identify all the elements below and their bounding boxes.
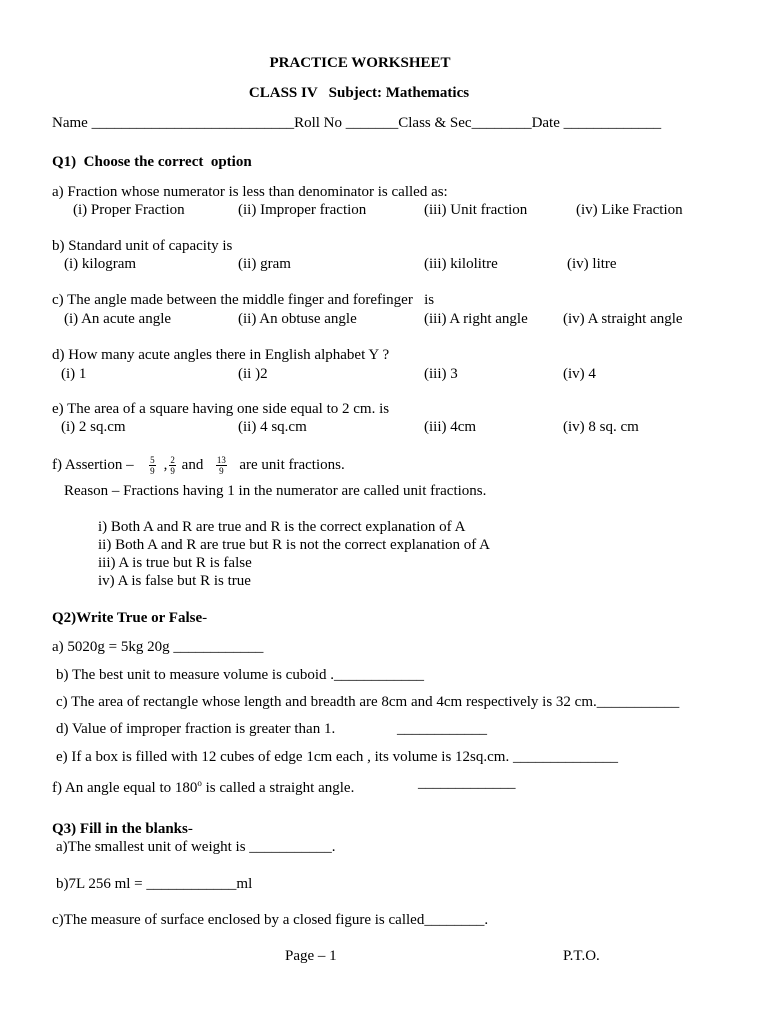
- q3c-statement: c)The measure of surface enclosed by a closed figure is called________.: [52, 912, 489, 928]
- q1f-choice-1: i) Both A and R are true and R is the correct explanation of A: [98, 519, 466, 535]
- q3-heading-dash: -: [187, 821, 193, 837]
- q1b-option-3: (iii) kilolitre: [424, 256, 498, 272]
- q2-heading-text: Q2)Write True or False: [52, 610, 203, 626]
- q3b-statement: b)7L 256 ml = ____________ml: [56, 876, 253, 892]
- q1d-option-4: (iv) 4: [563, 366, 596, 382]
- fraction-separator: ,: [163, 456, 168, 473]
- q2f-answer-blank[interactable]: _____________: [418, 775, 516, 791]
- q1a-question: a) Fraction whose numerator is less than denominator is called as:: [52, 184, 448, 200]
- q1c-option-2: (ii) An obtuse angle: [238, 311, 357, 327]
- q1f-assertion: [52, 455, 345, 476]
- q2f-statement: [52, 774, 354, 797]
- q1f-choice-2: ii) Both A and R are true but R is not the correct explanation of A: [98, 537, 490, 553]
- class-subject-line: CLASS IV Subject: Mathematics: [248, 85, 470, 101]
- fraction-5-9: [149, 455, 156, 476]
- q1a-option-3: (iii) Unit fraction: [424, 202, 528, 218]
- q1b-option-1: (i) kilogram: [64, 256, 137, 272]
- q2b-statement: b) The best unit to measure volume is cuboid .____________: [56, 667, 425, 683]
- student-info-line: Name ___________________________Roll No _______Class & Sec________Date _____________: [52, 115, 662, 131]
- q1d-option-1: (i) 1: [61, 366, 87, 382]
- q1d-option-3: (iii) 3: [424, 366, 458, 382]
- degree-symbol: o: [197, 778, 202, 788]
- q1a-option-2: (ii) Improper fraction: [238, 202, 367, 218]
- and-word: and: [181, 456, 204, 473]
- q1e-option-3: (iii) 4cm: [424, 419, 477, 435]
- q1b-question: b) Standard unit of capacity is: [52, 238, 233, 254]
- q2c-statement: c) The area of rectangle whose length and breadth are 8cm and 4cm respectively is 32 cm.___________: [56, 694, 680, 710]
- page-number: Page – 1: [285, 948, 337, 964]
- q3a-statement: a)The smallest unit of weight is ___________.: [56, 839, 336, 855]
- q3-heading-text: Q3) Fill in the blanks: [52, 821, 188, 837]
- q2e-statement: e) If a box is filled with 12 cubes of edge 1cm each , its volume is 12sq.cm. ______________: [56, 749, 618, 765]
- q1a-option-4: (iv) Like Fraction: [576, 202, 683, 218]
- q1f-choice-4: iv) A is false but R is true: [98, 573, 251, 589]
- q1f-assertion-prefix: f) Assertion –: [52, 456, 134, 473]
- fraction-denominator: 9: [170, 466, 175, 476]
- q3-heading: [52, 820, 193, 838]
- q1e-question: e) The area of a square having one side equal to 2 cm. is: [52, 401, 390, 417]
- q1f-choice-3: iii) A is true but R is false: [98, 555, 252, 571]
- q2-heading-dash: -: [202, 610, 208, 626]
- q1e-option-4: (iv) 8 sq. cm: [563, 419, 639, 435]
- q1c-option-3: (iii) A right angle: [424, 311, 528, 327]
- fraction-denominator: 9: [150, 466, 155, 476]
- q2f-text-end: is called a straight angle.: [201, 780, 355, 796]
- q1c-option-4: (iv) A straight angle: [563, 311, 683, 327]
- q1c-question: c) The angle made between the middle finger and forefinger is: [52, 292, 435, 308]
- q1-heading: Q1) Choose the correct option: [52, 154, 252, 170]
- worksheet-title: PRACTICE WORKSHEET: [269, 55, 451, 71]
- q1e-option-2: (ii) 4 sq.cm: [238, 419, 307, 435]
- q1e-option-1: (i) 2 sq.cm: [61, 419, 126, 435]
- q1c-option-1: (i) An acute angle: [64, 311, 172, 327]
- fraction-numerator: 13: [216, 455, 226, 465]
- fraction-2-9: [169, 455, 176, 476]
- q2f-text-start: f) An angle equal to 180: [52, 780, 198, 796]
- fraction-numerator: 5: [150, 455, 155, 465]
- q2d-statement: d) Value of improper fraction is greater than 1.: [56, 721, 336, 737]
- fraction-13-9: [216, 455, 227, 476]
- fraction-denominator: 9: [219, 466, 224, 476]
- q1d-question: d) How many acute angles there in English alphabet Y ?: [52, 347, 390, 363]
- q1a-option-1: (i) Proper Fraction: [73, 202, 185, 218]
- q1f-reason: Reason – Fractions having 1 in the numerator are called unit fractions.: [64, 483, 487, 499]
- q1b-option-4: (iv) litre: [567, 256, 617, 272]
- q1d-option-2: (ii )2: [238, 366, 268, 382]
- q2-heading: [52, 609, 207, 627]
- q1f-assertion-suffix: are unit fractions.: [239, 456, 345, 473]
- q1b-option-2: (ii) gram: [238, 256, 291, 272]
- pto-label: P.T.O.: [563, 948, 600, 964]
- q2d-answer-blank[interactable]: ____________: [397, 721, 487, 737]
- q2a-statement: a) 5020g = 5kg 20g ____________: [52, 639, 264, 655]
- fraction-numerator: 2: [170, 455, 175, 465]
